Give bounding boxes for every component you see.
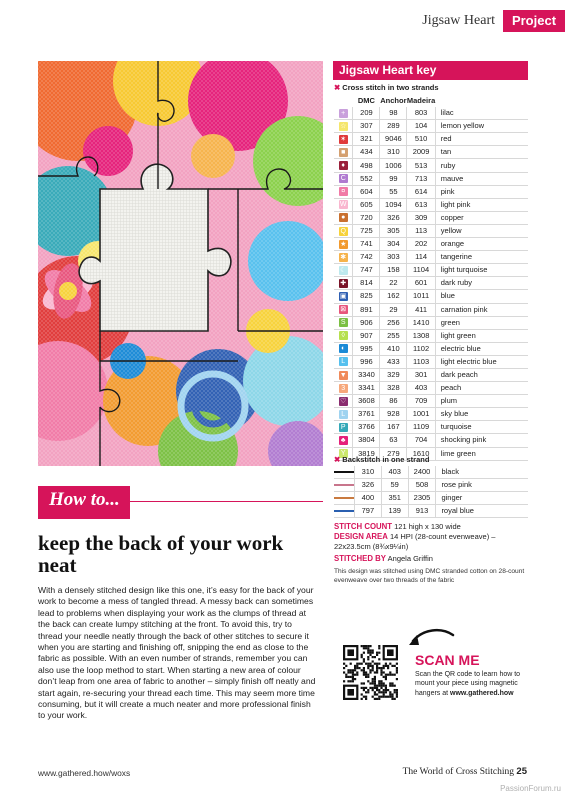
madeira-code: 713 [407,172,435,185]
thread-symbol-icon: Q [340,227,346,235]
thread-name: black [436,466,528,479]
anchor-code: 328 [380,382,407,395]
design-area-label: DESIGN AREA [334,532,388,541]
how-to-badge: How to... [38,486,130,519]
anchor-code: 139 [381,505,408,518]
thread-symbol-icon: ✱ [340,253,347,261]
table-row [334,329,528,342]
thread-name: shocking pink [435,434,528,447]
anchor-code: 303 [380,251,407,264]
madeira-code: 1103 [407,355,435,368]
thread-name: royal blue [436,505,528,518]
dmc-code: 605 [353,198,380,211]
anchor-code: 29 [380,303,407,316]
thread-name: green [435,316,528,329]
thread-name: tan [435,146,528,159]
anchor-code: 55 [380,185,407,198]
dmc-code: 3766 [353,421,380,434]
table-row [334,251,528,264]
column-header-anchor: Anchor [380,96,407,106]
table-row [334,277,528,290]
watermark: PassionForum.ru [500,784,561,793]
dmc-code: 907 [353,329,380,342]
thread-name: electric blue [435,342,528,355]
thread-name: peach [435,382,528,395]
madeira-code: 2009 [407,146,435,159]
thread-symbol-icon: ◊ [339,331,348,340]
anchor-code: 256 [380,316,407,329]
backstitch-line-icon [334,497,354,499]
footer-url[interactable]: www.gathered.how/woxs [38,768,131,778]
arrow-icon [407,625,455,651]
thread-symbol-icon: ⊠ [340,306,347,314]
table-row [334,434,528,447]
table-row [334,159,528,172]
thread-name: lime green [435,447,528,460]
anchor-code: 304 [380,238,407,251]
dmc-code: 906 [353,316,380,329]
thread-name: mauve [435,172,528,185]
madeira-code: 1011 [407,290,435,303]
thread-name: red [435,133,528,146]
column-header-madeira: Madeira [406,96,436,106]
thread-symbol-icon: C [340,175,346,183]
thread-name: sky blue [435,408,528,421]
table-row [334,238,528,251]
dmc-code: 995 [353,342,380,355]
dmc-code: 3608 [353,395,380,408]
anchor-code: 167 [380,421,407,434]
thread-symbol-icon: ■ [339,148,348,157]
backstitch-line-icon [334,510,354,512]
thread-symbol-icon: ◐ [339,344,348,353]
madeira-code: 1410 [407,316,435,329]
page-number: 25 [516,766,527,777]
anchor-code: 158 [380,264,407,277]
backstitch-line-icon [334,484,354,486]
stitch-count-label: STITCH COUNT [334,522,393,531]
thread-symbol-icon: ★ [340,240,347,248]
thread-symbol-icon: Y [339,449,348,458]
table-row [334,303,528,316]
anchor-code: 329 [380,368,407,381]
backstitch-key-table [334,466,528,518]
table-row [334,408,528,421]
anchor-code: 255 [380,329,407,342]
article-heading: keep the back of your work neat [38,531,284,577]
anchor-code: 403 [381,466,408,479]
stitch-count-value: 121 high x 130 wide [394,522,461,531]
article-body: With a densely stitched design like this one, it’s easy for the back of your work to become a mess of tangled thread. A messy back can sometimes lead to problems when displaying your work as the clumps of thread at the back can create lumpy stitching at the front. To avoid this, try to thread your needle neatly through the back of other stitches to secure it when you are starting and finishing off, snipping the end as close to the fabric as possible. With an even number of strands, remember you can also use the loop method to start. When starting a new area of colour don’t leap from one area of fabric to another – simply finish off neatly and start again, re-securing your thread each time. This may seem more time consuming, but it will create a much neater and more professional finish to your work. [38,585,316,721]
madeira-code: 309 [407,211,435,224]
madeira-code: 1102 [407,342,435,355]
thread-name: copper [435,211,528,224]
thread-name: plum [435,395,528,408]
anchor-code: 162 [380,290,407,303]
stitched-photo [38,61,323,466]
dmc-code: 400 [355,492,382,505]
thread-name: carnation pink [435,303,528,316]
anchor-code: 1094 [380,198,407,211]
dmc-code: 307 [353,120,380,133]
table-row [334,368,528,381]
dmc-code: 814 [353,277,380,290]
stitched-by-label: STITCHED BY [334,554,386,563]
anchor-code: 326 [380,211,407,224]
dmc-code: 209 [353,107,380,120]
anchor-code: 410 [380,342,407,355]
dmc-code: 891 [353,303,380,316]
dmc-code: 741 [353,238,380,251]
dmc-code: 3819 [353,447,380,460]
thread-symbol-icon: ✶ [340,135,347,143]
thread-name: lemon yellow [435,120,528,133]
section-title: Jigsaw Heart [422,13,495,28]
dmc-code: 326 [355,479,382,492]
scan-link[interactable]: www.gathered.how [450,689,514,697]
scan-me-title: SCAN ME [415,652,480,668]
table-row [334,290,528,303]
table-row [334,395,528,408]
dmc-code: 797 [355,505,382,518]
madeira-code: 114 [407,251,435,264]
backstitch-section-title: ✖ Backstitch in one strand [334,455,430,464]
table-row [334,355,528,368]
madeira-code: 1610 [407,447,435,460]
thread-name: pink [435,185,528,198]
stitched-photo-illustration [38,61,323,466]
dmc-code: 720 [353,211,380,224]
madeira-code: 411 [407,303,435,316]
dmc-code: 996 [353,355,380,368]
thread-name: yellow [435,224,528,237]
column-header-dmc: DMC [357,96,375,106]
dmc-code: 498 [353,159,380,172]
table-row [334,146,528,159]
anchor-code: 310 [380,146,407,159]
thread-name: blue [435,290,528,303]
dmc-code: 604 [353,185,380,198]
scan-me-text: Scan the QR code to learn how to mount your piece using magnetic hangers at www.gathered.how [415,671,521,697]
anchor-code: 99 [380,172,407,185]
thread-symbol-icon: ¤ [339,187,348,196]
anchor-code: 289 [380,120,407,133]
table-header-row [334,95,528,107]
anchor-code: 279 [380,447,407,460]
qr-code[interactable] [343,645,398,700]
table-row [334,107,528,120]
madeira-code: 1109 [407,421,435,434]
dmc-code: 434 [353,146,380,159]
madeira-code: 403 [407,382,435,395]
stitched-by-value: Angela Griffin [387,554,433,563]
anchor-code: 305 [380,224,407,237]
madeira-code: 614 [407,185,435,198]
stitch-info [334,522,534,564]
thread-symbol-icon: ♣ [339,436,348,445]
design-area-value: 14 HPI (28-count evenweave) – 22x23.5cm (8¾x9¼in) [334,532,496,551]
dmc-code: 747 [353,264,380,277]
dmc-code: 3341 [353,382,380,395]
madeira-code: 601 [407,277,435,290]
thread-name: turquoise [435,421,528,434]
table-row [334,185,528,198]
thread-symbol-icon: ✚ [340,279,347,287]
table-row [334,466,528,479]
anchor-code: 433 [380,355,407,368]
madeira-code: 1104 [407,264,435,277]
madeira-code: 508 [408,479,436,492]
thread-symbol-icon: P [339,423,348,432]
madeira-code: 2400 [408,466,436,479]
table-row [334,479,528,492]
thread-name: light green [435,329,528,342]
thread-name: dark peach [435,368,528,381]
key-title: Jigsaw Heart key [333,61,528,80]
anchor-code: 86 [380,395,407,408]
thread-symbol-icon: ● [339,213,348,222]
table-row [334,211,528,224]
anchor-code: 63 [380,434,407,447]
thread-name: lilac [435,107,528,120]
anchor-code: 351 [381,492,408,505]
dmc-code: 321 [353,133,380,146]
thread-symbol-icon: ☆ [340,122,347,130]
dmc-code: 3340 [353,368,380,381]
thread-name: light electric blue [435,355,528,368]
madeira-code: 104 [407,120,435,133]
madeira-code: 2305 [408,492,436,505]
table-row [334,198,528,211]
madeira-code: 913 [408,505,436,518]
thread-symbol-icon: ☾ [340,266,347,274]
cross-stitch-section-title: ✖ Cross stitch in two strands [334,83,439,92]
thread-name: dark ruby [435,277,528,290]
table-row [334,120,528,133]
dmc-code: 742 [353,251,380,264]
section-tag: Project [503,10,565,32]
madeira-code: 510 [407,133,435,146]
madeira-code: 1308 [407,329,435,342]
thread-symbol-icon: S [339,318,348,327]
dmc-code: 310 [355,466,382,479]
dmc-code: 3761 [353,408,380,421]
anchor-code: 1006 [380,159,407,172]
dmc-code: 552 [353,172,380,185]
table-row [334,316,528,329]
thread-symbol-icon: ▼ [339,371,347,379]
thread-symbol-icon: L [339,357,348,366]
madeira-code: 704 [407,434,435,447]
madeira-code: 301 [407,368,435,381]
table-row [334,342,528,355]
thread-name: ruby [435,159,528,172]
thread-name: light turquoise [435,264,528,277]
table-row [334,133,528,146]
thread-name: light pink [435,198,528,211]
thread-name: tangerine [435,251,528,264]
madeira-code: 1001 [407,408,435,421]
table-row [334,224,528,237]
table-row [334,492,528,505]
dmc-code: 3804 [353,434,380,447]
anchor-code: 98 [380,107,407,120]
thread-symbol-icon: 3 [339,384,348,393]
madeira-code: 113 [407,224,435,237]
table-row [334,172,528,185]
anchor-code: 9046 [380,133,407,146]
thread-symbol-icon: ▣ [339,292,347,300]
dmc-code: 725 [353,224,380,237]
thread-symbol-icon: W [339,201,347,209]
madeira-code: 202 [407,238,435,251]
madeira-code: 709 [407,395,435,408]
backstitch-line-icon [334,471,354,473]
thread-name: ginger [436,492,528,505]
thread-name: orange [435,238,528,251]
thread-symbol-icon: L [339,410,348,419]
thread-name: rose pink [436,479,528,492]
anchor-code: 59 [381,479,408,492]
anchor-code: 928 [380,408,407,421]
table-row [334,382,528,395]
divider [130,501,323,502]
table-row [334,421,528,434]
materials-credit: This design was stitched using DMC stranded cotton on 28-count evenweave over two threads of the fabric [334,568,525,584]
madeira-code: 513 [407,159,435,172]
thread-symbol-icon: + [339,109,348,118]
madeira-code: 613 [407,198,435,211]
thread-symbol-icon: ♦ [339,161,348,170]
thread-symbol-icon: ♡ [340,397,347,405]
table-row [334,505,528,518]
dmc-code: 825 [353,290,380,303]
table-row [334,264,528,277]
madeira-code: 803 [407,107,435,120]
anchor-code: 22 [380,277,407,290]
footer-publication: The World of Cross Stitching 25 [402,766,527,777]
cross-stitch-key-table [334,95,528,461]
